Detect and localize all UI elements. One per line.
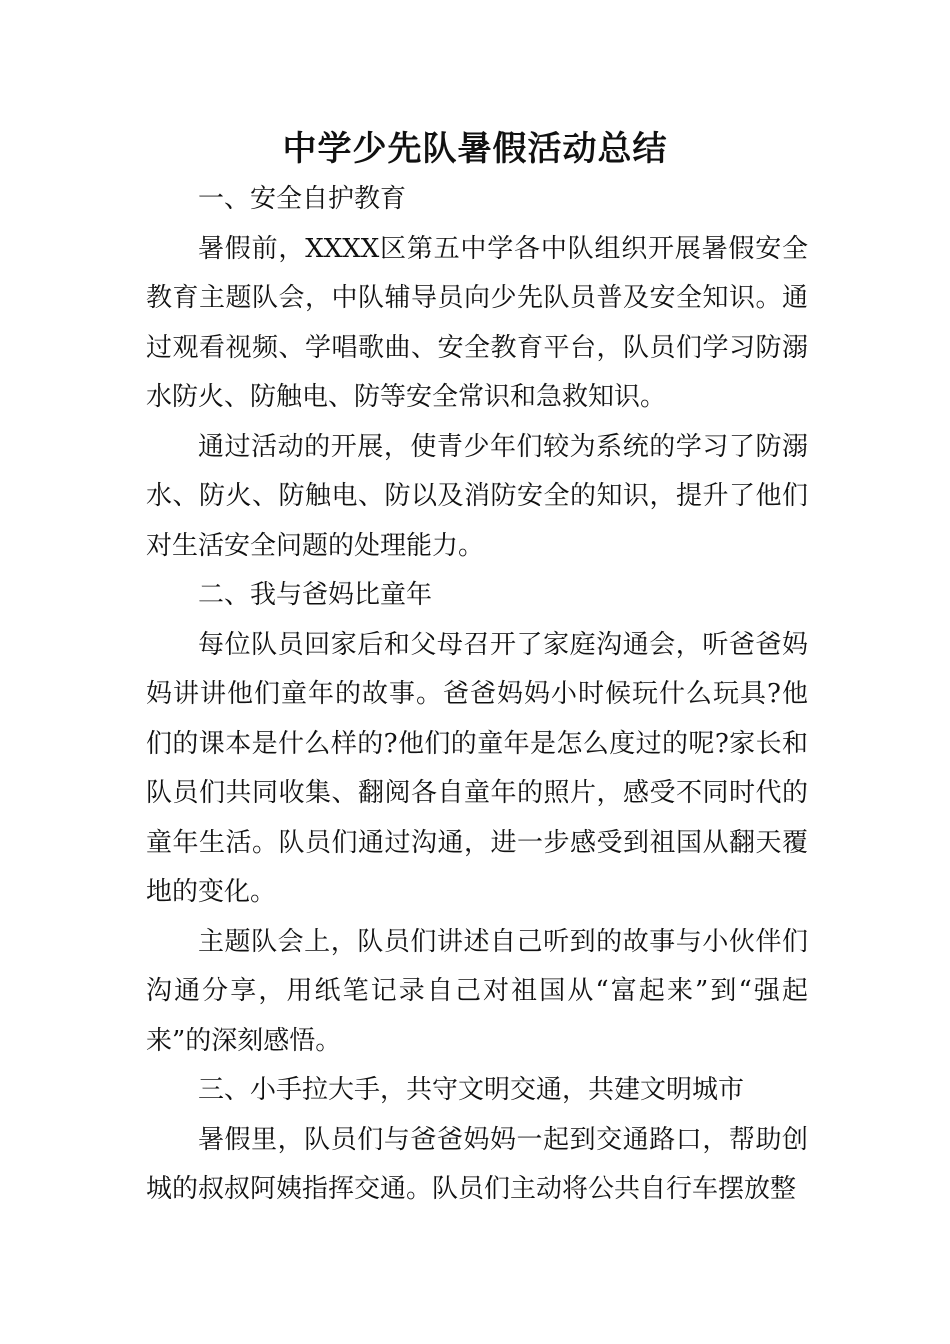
section-heading-traffic: 三、小手拉大手，共守文明交通，共建文明城市 [198, 1075, 745, 1105]
paragraph: 通过活动的开展，使青少年们较为系统的学习了防溺水、防火、防触电、防以及消防安全的知识，提升了他们对生活安全问题的处理能力。 [146, 431, 808, 561]
section-heading-childhood: 二、我与爸妈比童年 [198, 580, 433, 610]
paragraph: 暑假前，XXXX区第五中学各中队组织开展暑假安全教育主题队会，中队辅导员向少先队员普及安全知识。通过观看视频、学唱歌曲、安全教育平台，队员们学习防溺水防火、防触电、防等安全常识和急救知识。 [146, 233, 808, 412]
section-heading-safety: 一、安全自护教育 [198, 184, 407, 214]
paragraph: 主题队会上，队员们讲述自己听到的故事与小伙伴们沟通分享，用纸笔记录自己对祖国从“富起来”到“强起来”的深刻感悟。 [146, 926, 808, 1056]
document-title: 中学少先队暑假活动总结 [282, 129, 668, 169]
paragraph: 每位队员回家后和父母召开了家庭沟通会，听爸爸妈妈讲讲他们童年的故事。爸爸妈妈小时候玩什么玩具?他们的课本是什么样的?他们的童年是怎么度过的呢?家长和队员们共同收集、翻阅各自童年的照片，感受不同时代的童年生活。队员们通过沟通，进一步感受到祖国从翻天覆地的变化。 [146, 629, 808, 907]
document-body [146, 175, 808, 1215]
paragraph: 暑假里，队员们与爸爸妈妈一起到交通路口，帮助创城的叔叔阿姨指挥交通。队员们主动将公共自行车摆放整 [146, 1124, 808, 1204]
